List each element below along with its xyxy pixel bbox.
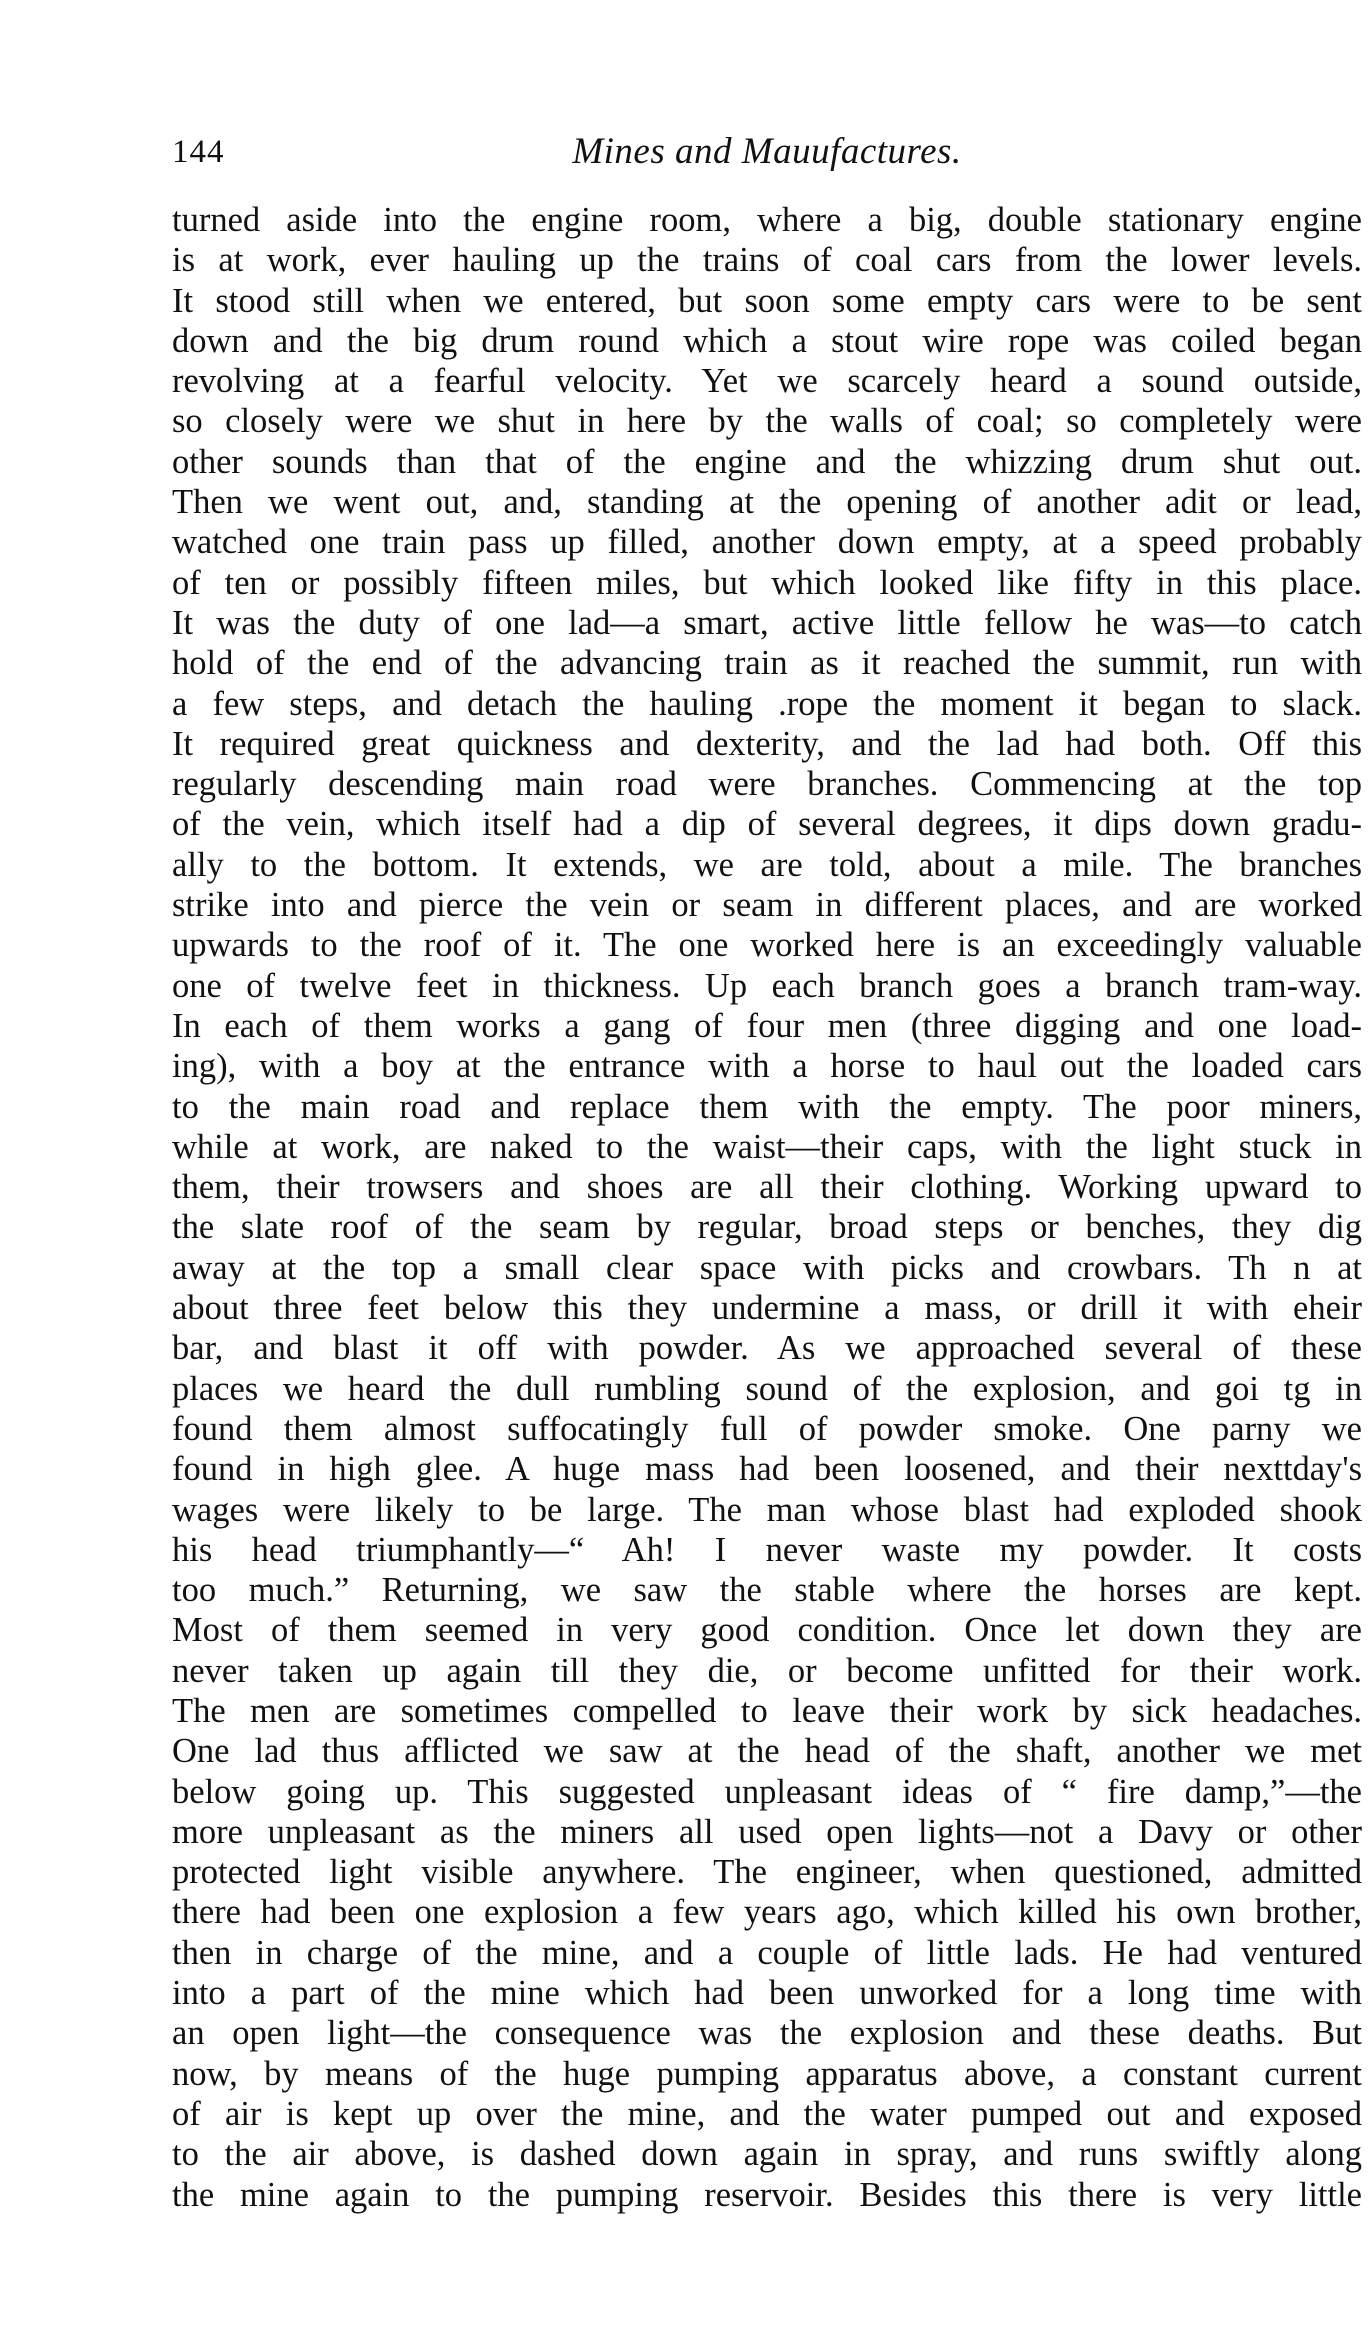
text-line: a few steps, and detach the hauling .rope the moment it began to slack. — [172, 684, 1362, 723]
text-line: found them almost suffocatingly full of powder smoke. One parny we — [172, 1409, 1362, 1448]
text-line: Then we went out, and, standing at the opening of another adit or lead, — [172, 483, 1362, 522]
text-line: ally to the bottom. It extends, we are told, about a mile. The branches — [172, 845, 1362, 884]
text-line: strike into and pierce the vein or seam in different places, and are worked — [172, 886, 1362, 925]
text-line: of ten or possibly fifteen miles, but which looked like fifty in this place. — [172, 563, 1362, 602]
text-line: places we heard the dull rumbling sound of the explosion, and goi tg in — [172, 1369, 1362, 1408]
text-line: to the air above, is dashed down again in spray, and runs swiftly along — [172, 2135, 1362, 2174]
text-line: In each of them works a gang of four men (three digging and one load- — [172, 1006, 1362, 1045]
text-line: so closely were we shut in here by the walls of coal; so completely were — [172, 402, 1362, 441]
text-line: of air is kept up over the mine, and the water pumped out and exposed — [172, 2094, 1362, 2133]
text-line: It required great quickness and dexterity, and the lad had both. Off this — [172, 724, 1362, 763]
text-line: there had been one explosion a few years ago, which killed his own brother, — [172, 1893, 1362, 1932]
text-line: below going up. This suggested unpleasant ideas of “ fire damp,”—the — [172, 1772, 1362, 1811]
text-line: them, their trowsers and shoes are all their clothing. Working upward to — [172, 1168, 1362, 1207]
text-line: more unpleasant as the miners all used open lights—not a Davy or other — [172, 1812, 1362, 1851]
text-line: an open light—the consequence was the explosion and these deaths. But — [172, 2014, 1362, 2053]
text-line: while at work, are naked to the waist—their caps, with the light stuck in — [172, 1127, 1362, 1166]
text-line: the slate roof of the seam by regular, broad steps or benches, they dig — [172, 1208, 1362, 1247]
text-line: other sounds than that of the engine and the whizzing drum shut out. — [172, 442, 1362, 481]
text-line: turned aside into the engine room, where a big, double stationary engine — [172, 201, 1362, 239]
text-line: bar, and blast it off with powder. As we approached several of these — [172, 1329, 1362, 1368]
text-line: into a part of the mine which had been unworked for a long time with — [172, 1974, 1362, 2013]
text-line: away at the top a small clear space with picks and crowbars. Th n at — [172, 1248, 1362, 1287]
text-line: found in high glee. A huge mass had been loosened, and their nexttday's — [172, 1450, 1362, 1489]
text-line: revolving at a fearful velocity. Yet we scarcely heard a sound outside, — [172, 362, 1362, 401]
text-line: his head triumphantly—“ Ah! I never waste my powder. It costs — [172, 1530, 1362, 1569]
text-line: watched one train pass up filled, another down empty, at a speed probably — [172, 523, 1362, 562]
text-line: now, by means of the huge pumping apparatus above, a constant current — [172, 2054, 1362, 2093]
text-line: down and the big drum round which a stout wire rope was coiled began — [172, 321, 1362, 360]
text-line: hold of the end of the advancing train as it reached the summit, run with — [172, 644, 1362, 683]
text-line: of the vein, which itself had a dip of several degrees, it dips down gradu- — [172, 805, 1362, 844]
text-line: regularly descending main road were branches. Commencing at the top — [172, 765, 1362, 804]
text-line: never taken up again till they die, or become unfitted for their work. — [172, 1651, 1362, 1690]
page-number: 144 — [172, 134, 225, 170]
text-line: One lad thus afflicted we saw at the head of the shaft, another we met — [172, 1732, 1362, 1771]
text-line: to the main road and replace them with the empty. The poor miners, — [172, 1087, 1362, 1126]
text-line: about three feet below this they undermine a mass, or drill it with eheir — [172, 1289, 1362, 1328]
text-line: the mine again to the pumping reservoir. Besides this there is very little — [172, 2175, 1362, 2214]
running-title: Mines and Mauufactures. — [572, 131, 962, 172]
text-line: too much.” Returning, we saw the stable where the horses are kept. — [172, 1571, 1362, 1610]
body-text — [172, 200, 1362, 2215]
running-head — [172, 128, 1362, 176]
text-line: upwards to the roof of it. The one worked here is an exceedingly valuable — [172, 926, 1362, 965]
text-line: then in charge of the mine, and a couple of little lads. He had ventured — [172, 1933, 1362, 1972]
text-line: It was the duty of one lad—a smart, active little fellow he was—to catch — [172, 603, 1362, 642]
text-line: is at work, ever hauling up the trains of coal cars from the lower levels. — [172, 241, 1362, 280]
text-line: protected light visible anywhere. The engineer, when questioned, admitted — [172, 1853, 1362, 1892]
text-line: Most of them seemed in very good condition. Once let down they are — [172, 1611, 1362, 1650]
text-line: It stood still when we entered, but soon some empty cars were to be sent — [172, 281, 1362, 320]
text-line: ing), with a boy at the entrance with a horse to haul out the loaded cars — [172, 1047, 1362, 1086]
text-line: one of twelve feet in thickness. Up each branch goes a branch tram-way. — [172, 966, 1362, 1005]
text-line: The men are sometimes compelled to leave their work by sick headaches. — [172, 1691, 1362, 1730]
text-line: wages were likely to be large. The man whose blast had exploded shook — [172, 1490, 1362, 1529]
